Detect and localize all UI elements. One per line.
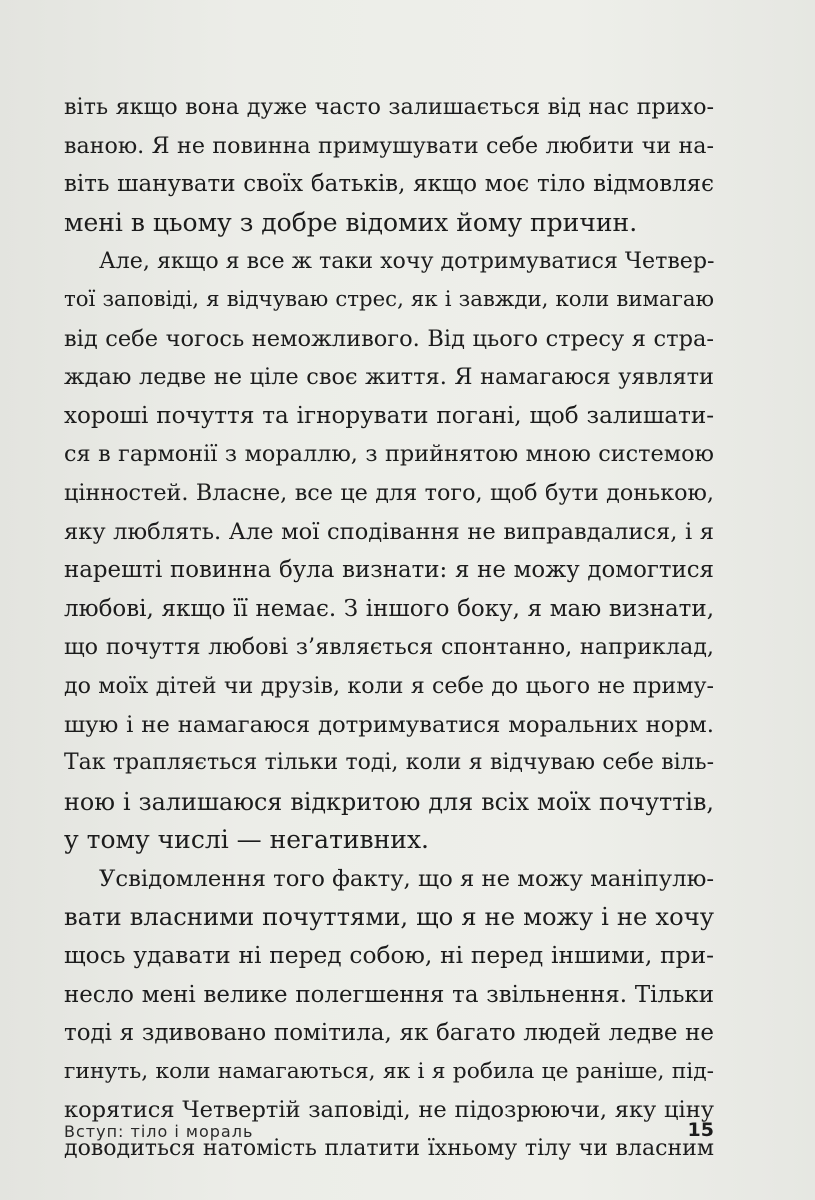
text-line: ною і залишаюся відкритою для всіх моїх почуттів, (64, 787, 714, 816)
page-number: 15 (687, 1119, 714, 1141)
text-line: тої заповіді, я відчуваю стрес, як і завжди, коли вимагаю (64, 286, 714, 312)
text-line: ся в гармонії з мораллю, з прийнятою мною системою (64, 441, 714, 468)
text-line: хороші почуття та ігнорувати погані, щоб залишати- (64, 402, 714, 429)
text-line: мені в цьому з добре відомих йому причин. (64, 207, 638, 237)
text-line: вати власними почуттями, що я не можу і не хочу (64, 902, 714, 932)
text-line: любові, якщо її немає. З іншого боку, я маю визнати, (64, 595, 714, 622)
text-line: несло мені велике полегшення та звільнення. Тільки (64, 981, 714, 1008)
text-line: до моїх дітей чи друзів, коли я себе до цього не приму- (64, 672, 714, 699)
text-line: Так трапляється тільки тоді, коли я відчуваю себе віль- (64, 750, 714, 776)
text-line: нарешті повинна була визнати: я не можу домогтися (64, 557, 714, 584)
text-line: Але, якщо я все ж таки хочу дотримуватися Четвер- (99, 248, 715, 275)
text-line: ждаю ледве не ціле своє життя. Я намагаюся уявляти (64, 364, 714, 391)
text-line: Усвідомлення того факту, що я не можу маніпулю- (99, 865, 715, 892)
text-line: віть шанувати своїх батьків, якщо моє тіло відмовляє (64, 171, 714, 198)
text-line: тоді я здивовано помітила, як багато людей ледве не (64, 1020, 714, 1047)
text-line: ваною. Я не повинна примушувати себе любити чи на- (64, 132, 714, 159)
text-line: цінностей. Власне, все це для того, щоб бути донькою, (64, 479, 714, 506)
text-line: шую і не намагаюся дотримуватися моральних норм. (64, 711, 714, 738)
text-line: щось удавати ні перед собою, ні перед іншими, при- (64, 942, 714, 970)
text-line: віть якщо вона дуже часто залишається від нас прихо- (64, 94, 714, 120)
text-line: у тому числі — негативних. (64, 825, 430, 855)
running-head: Вступ: тіло і мораль (64, 1122, 254, 1141)
text-line: корятися Четвертій заповіді, не підозрюючи, яку ціну (64, 1097, 714, 1124)
text-line: гинуть, коли намагаються, як і я робила це раніше, під- (64, 1058, 714, 1084)
text-line: яку люблять. Але мої сподівання не виправдалися, і я (64, 518, 714, 545)
text-line: що почуття любові з’являється спонтанно, наприклад, (64, 634, 714, 661)
text-line: від себе чогось неможливого. Від цього стресу я стра- (64, 325, 714, 352)
body-text (64, 88, 714, 1169)
text-line: доводиться натомість платити їхньому тілу чи власним (64, 1136, 714, 1162)
